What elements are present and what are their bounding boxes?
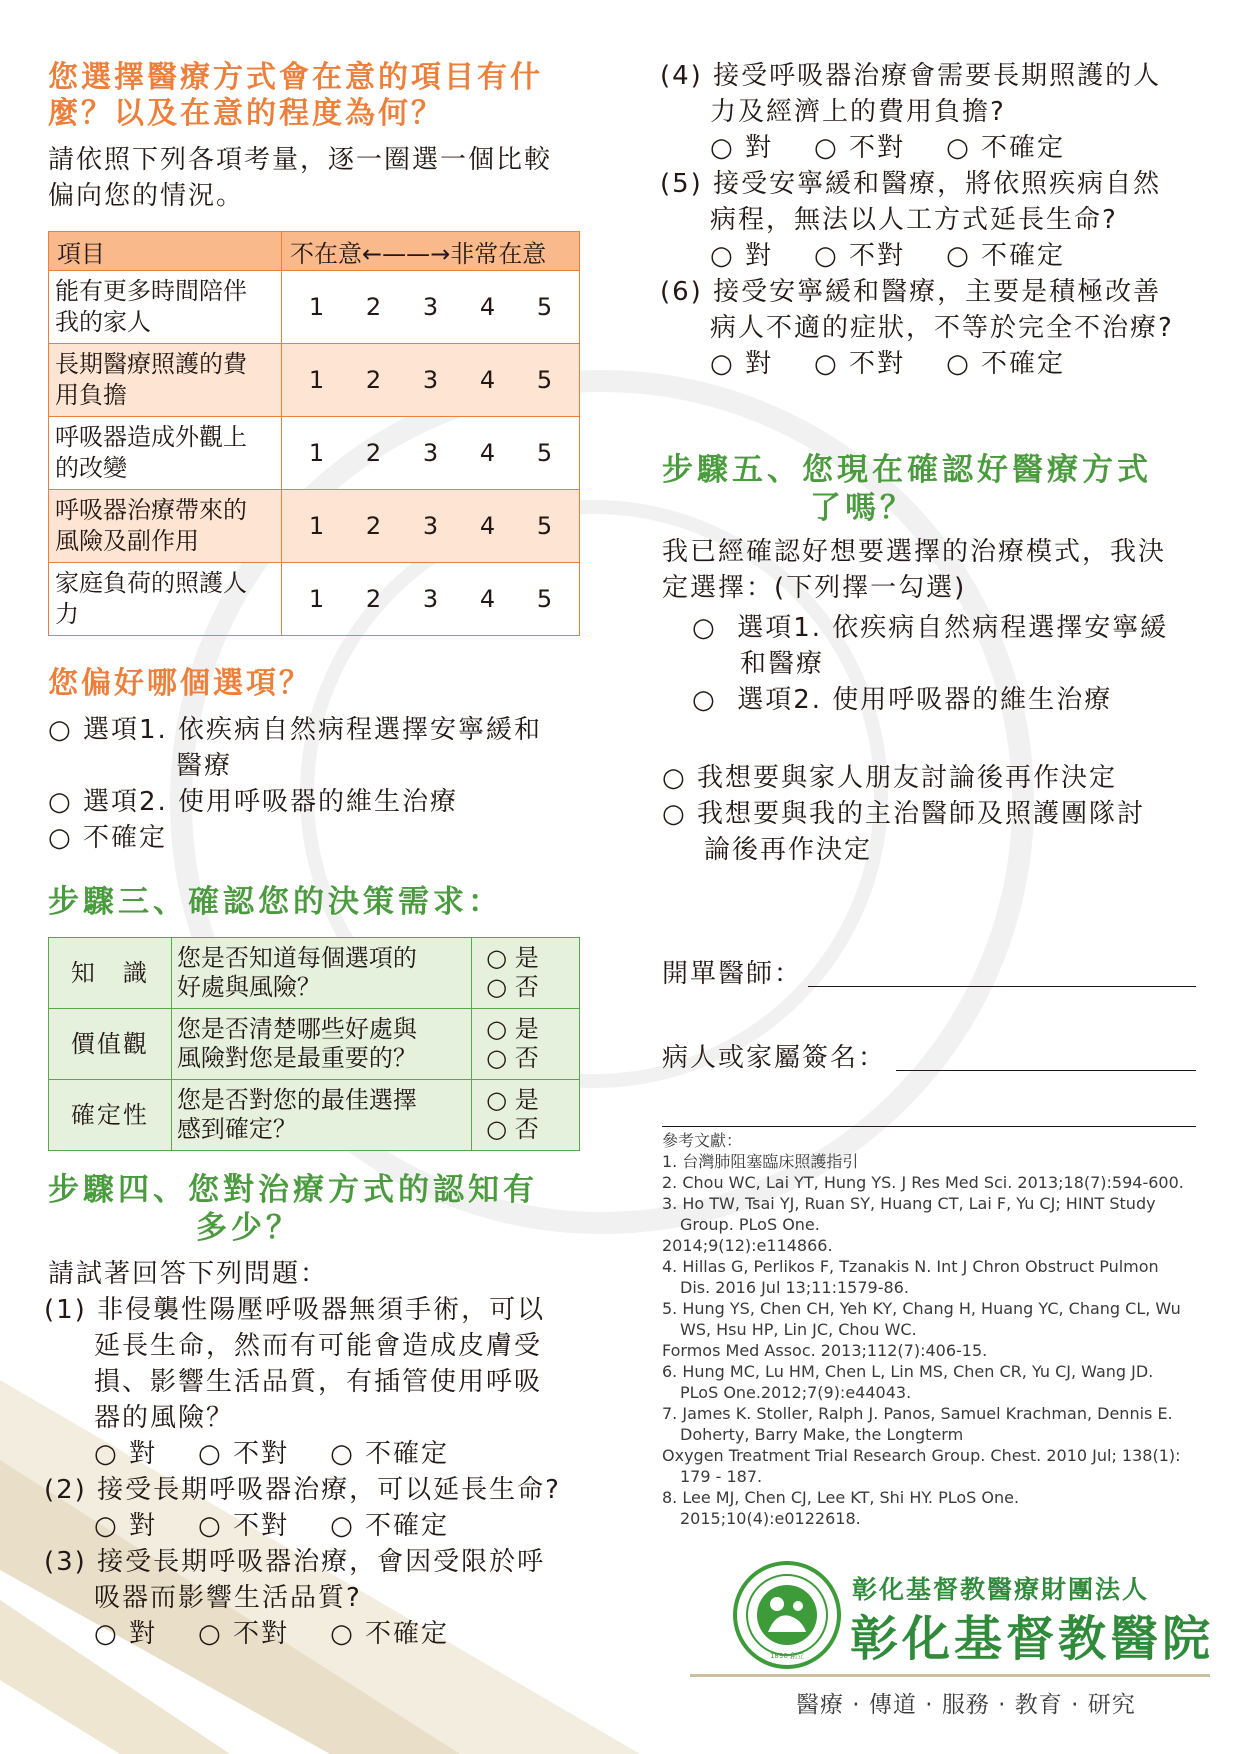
scale-3[interactable]: 3 bbox=[422, 512, 439, 540]
answer-options-q4 bbox=[660, 130, 1200, 166]
choice-option-2[interactable]: ○ 選項2. 使用呼吸器的維生治療 bbox=[48, 787, 459, 817]
table-row: 價值觀 您是否清楚哪些好處與 風險對您是最重要的？ ○ 是 ○ 否 bbox=[49, 1009, 580, 1080]
choice-option-3[interactable]: ○ 不確定 bbox=[48, 823, 167, 853]
scale-5[interactable]: 5 bbox=[536, 439, 553, 467]
importance-table bbox=[48, 231, 580, 636]
references: 參考文獻： 1. 台灣肺阻塞臨床照護指引 2. Chou WC, Lai YT, Hung YS. J Res Med Sci. 2013;18(7):594-600. 3. Ho TW, Tsai YJ, Ruan SY, Huang CT, Lai F, Yu CJ; HINT Study Group. PLoS One. 2014;9(12):e114866. 4. Hillas G, Perlikos F, Tzanakis N. Int J Chron Obstruct Pulmon Dis. 2016 Jul 13;11:1579-86. 5. Hung YS, Chen CH, Yeh KY, Chang H, Huang YC, Chang CL, Wu WS, Hsu HP, Lin JC, Chou WC. Formos Med Assoc. 2013;112(7):406-15. 6. Hung MC, Lu HM, Chen L, Lin MS, Chen CR, Yu CJ, Wang JD. PLoS One.2012;7(9):e44043. 7. James K. Stoller, Ralph J. Panos, Samuel Krachman, Dennis E. Doherty, Barry Make, the Longterm Oxygen Treatment Trial Research Group. Chest. 2010 Jul; 138(1): 179 - 187. 8. Lee MJ, Chen CJ, Lee KT, Shi HY. PLoS One. 2015;10(4):e0122618. bbox=[662, 1131, 1184, 1528]
hospital-logo-icon bbox=[732, 1560, 842, 1670]
table-row: 呼吸器治療帶來的 風險及副作用 1 2 3 4 5 bbox=[49, 490, 580, 563]
scale-3[interactable]: 3 bbox=[422, 439, 439, 467]
answer-wrong[interactable]: ○ 不對 bbox=[814, 349, 905, 379]
signature-label: 病人或家屬簽名： bbox=[662, 1043, 887, 1073]
radio-icon: ○ bbox=[48, 787, 73, 817]
step5-heading: 步驟五、您現在確認好醫療方式 了嗎？ bbox=[662, 452, 1152, 526]
radio-icon: ○ bbox=[662, 799, 687, 829]
scale-5[interactable]: 5 bbox=[536, 585, 553, 613]
answer-unsure[interactable]: ○ 不確定 bbox=[330, 1511, 450, 1541]
table-row: 知 識 您是否知道每個選項的 好處與風險？ ○ 是 ○ 否 bbox=[49, 938, 580, 1009]
preference-intro: 請依照下列各項考量，逐一圈選一個比較 偏向您的情況。 bbox=[48, 145, 553, 211]
answer-wrong[interactable]: ○ 不對 bbox=[198, 1439, 289, 1469]
motto: 醫療 · 傳道 · 服務 · 教育 · 研究 bbox=[796, 1692, 1136, 1718]
col-scale: 不在意←——→非常在意 bbox=[282, 232, 580, 271]
table-row: 確定性 您是否對您的最佳選擇 感到確定？ ○ 是 ○ 否 bbox=[49, 1080, 580, 1151]
yes-option[interactable]: ○ 是 bbox=[486, 1086, 539, 1114]
step4-heading: 步驟四、您對治療方式的認知有 多少？ bbox=[48, 1172, 538, 1246]
no-option[interactable]: ○ 否 bbox=[486, 1115, 539, 1143]
table-row: 家庭負荷的照護人 力 1 2 3 4 5 bbox=[49, 563, 580, 636]
answer-right[interactable]: ○ 對 bbox=[94, 1511, 157, 1541]
answer-right[interactable]: ○ 對 bbox=[94, 1439, 157, 1469]
discuss-options: ○ 我想要與家人朋友討論後再作決定 ○ 我想要與我的主治醫師及照護團隊討 論後再作決定 bbox=[662, 760, 1202, 868]
table-row: 長期醫療照護的費 用負擔 1 2 3 4 5 bbox=[49, 344, 580, 417]
yes-option[interactable]: ○ 是 bbox=[486, 944, 539, 972]
answer-options-q5 bbox=[660, 238, 1200, 274]
answer-options-q3 bbox=[44, 1616, 592, 1652]
questions-4-6: (4) 接受呼吸器治療會需要長期照護的人 力及經濟上的費用負擔? ○ 對 ○ 不對 ○ 不確定 (5) 接受安寧緩和醫療，將依照疾病自然 病程，無法以人工方式延長生命? ○ 對 ○ 不對 ○ 不確定 (6) 接受安寧緩和醫療，主要是積極改善 病人不適的症狀，不等於完全不治療? ○ 對 ○ 不對 ○ 不確定 bbox=[660, 58, 1200, 382]
step3-heading: 步驟三、確認您的決策需求： bbox=[48, 884, 503, 920]
choice-list: ○ 選項1. 依疾病自然病程選擇安寧緩和 醫療 ○ 選項2. 使用呼吸器的維生治療 ○ 不確定 bbox=[48, 712, 588, 856]
scale-3[interactable]: 3 bbox=[422, 293, 439, 321]
answer-unsure[interactable]: ○ 不確定 bbox=[946, 241, 1066, 271]
choice-heading: 您偏好哪個選項？ bbox=[48, 666, 312, 701]
radio-icon: ○ bbox=[48, 823, 73, 853]
step5-options: ○ 選項1. 依疾病自然病程選擇安寧緩 和醫療 ○ 選項2. 使用呼吸器的維生治療 bbox=[692, 610, 1202, 718]
answer-unsure[interactable]: ○ 不確定 bbox=[946, 349, 1066, 379]
no-option[interactable]: ○ 否 bbox=[486, 1044, 539, 1072]
scale-3[interactable]: 3 bbox=[422, 585, 439, 613]
answer-right[interactable]: ○ 對 bbox=[710, 241, 773, 271]
scale-4[interactable]: 4 bbox=[479, 585, 496, 613]
answer-right[interactable]: ○ 對 bbox=[94, 1619, 157, 1649]
doctor-signature-line[interactable] bbox=[808, 986, 1196, 987]
scale-1[interactable]: 1 bbox=[308, 366, 325, 394]
scale-2[interactable]: 2 bbox=[365, 366, 382, 394]
answer-options-q2 bbox=[44, 1508, 592, 1544]
answer-options-q1 bbox=[44, 1436, 592, 1472]
discuss-option-2[interactable]: ○ 我想要與我的主治醫師及照護團隊討 bbox=[662, 799, 1145, 829]
answer-unsure[interactable]: ○ 不確定 bbox=[946, 133, 1066, 163]
scale-2[interactable]: 2 bbox=[365, 585, 382, 613]
scale-4[interactable]: 4 bbox=[479, 512, 496, 540]
radio-icon: ○ bbox=[662, 763, 687, 793]
yes-option[interactable]: ○ 是 bbox=[486, 1015, 539, 1043]
scale-5[interactable]: 5 bbox=[536, 366, 553, 394]
answer-right[interactable]: ○ 對 bbox=[710, 133, 773, 163]
hospital-name: 彰化基督教醫院 bbox=[850, 1611, 1215, 1667]
scale-3[interactable]: 3 bbox=[422, 366, 439, 394]
answer-unsure[interactable]: ○ 不確定 bbox=[330, 1439, 450, 1469]
answer-options-q6 bbox=[660, 346, 1200, 382]
scale-2[interactable]: 2 bbox=[365, 512, 382, 540]
step4-intro: 請試著回答下列問題： bbox=[48, 1259, 329, 1289]
step5-option-1[interactable]: ○ 選項1. 依疾病自然病程選擇安寧緩 bbox=[692, 613, 1169, 643]
col-item: 項目 bbox=[49, 232, 282, 271]
answer-wrong[interactable]: ○ 不對 bbox=[814, 241, 905, 271]
answer-unsure[interactable]: ○ 不確定 bbox=[330, 1619, 450, 1649]
answer-wrong[interactable]: ○ 不對 bbox=[198, 1511, 289, 1541]
answer-wrong[interactable]: ○ 不對 bbox=[814, 133, 905, 163]
table-row: 呼吸器造成外觀上 的改變 1 2 3 4 5 bbox=[49, 417, 580, 490]
scale-2[interactable]: 2 bbox=[365, 439, 382, 467]
scale-2[interactable]: 2 bbox=[365, 293, 382, 321]
decision-table bbox=[48, 937, 580, 1151]
scale-5[interactable]: 5 bbox=[536, 512, 553, 540]
scale-5[interactable]: 5 bbox=[536, 293, 553, 321]
scale-4[interactable]: 4 bbox=[479, 366, 496, 394]
radio-icon: ○ bbox=[692, 685, 717, 715]
step5-option-2[interactable]: ○ 選項2. 使用呼吸器的維生治療 bbox=[692, 685, 1113, 715]
answer-wrong[interactable]: ○ 不對 bbox=[198, 1619, 289, 1649]
question-1: (1) 非侵襲性陽壓呼吸器無須手術，可以 延長生命，然而有可能會造成皮膚受 損、影響生活品質，有插管使用呼吸 器的風險？ ○ 對 ○ 不對 ○ 不確定 (2) 接受長期呼吸器治療，可以延長生命? ○ 對 ○ 不對 ○ 不確定 (3) 接受長期呼吸器治療，會因受限於呼 吸器而影響生活品質? ○ 對 ○ 不對 ○ 不確定 bbox=[44, 1292, 592, 1652]
step5-intro: 我已經確認好想要選擇的治療模式，我決 定選擇：(下列擇一勾選) bbox=[662, 537, 1167, 603]
preference-heading: 您選擇醫療方式會在意的項目有什 麼？以及在意的程度為何？ bbox=[48, 60, 543, 131]
patient-signature-line[interactable] bbox=[896, 1070, 1196, 1071]
no-option[interactable]: ○ 否 bbox=[486, 973, 539, 1001]
answer-right[interactable]: ○ 對 bbox=[710, 349, 773, 379]
radio-icon: ○ bbox=[692, 613, 717, 643]
discuss-option-1[interactable]: ○ 我想要與家人朋友討論後再作決定 bbox=[662, 763, 1117, 793]
org-name: 彰化基督教醫療財團法人 bbox=[852, 1575, 1150, 1604]
choice-option-1[interactable]: ○ 選項1. 依疾病自然病程選擇安寧緩和 bbox=[48, 715, 543, 745]
table-row: 能有更多時間陪伴 我的家人 1 2 3 4 5 bbox=[49, 271, 580, 344]
scale-4[interactable]: 4 bbox=[479, 439, 496, 467]
references-divider bbox=[662, 1126, 1196, 1127]
scale-1[interactable]: 1 bbox=[308, 439, 325, 467]
scale-1[interactable]: 1 bbox=[308, 293, 325, 321]
footer-divider bbox=[690, 1674, 1210, 1677]
doctor-label: 開單醫師： bbox=[662, 959, 803, 989]
scale-1[interactable]: 1 bbox=[308, 585, 325, 613]
scale-4[interactable]: 4 bbox=[479, 293, 496, 321]
scale-1[interactable]: 1 bbox=[308, 512, 325, 540]
svg-text:1896 創立: 1896 創立 bbox=[769, 1652, 805, 1660]
radio-icon: ○ bbox=[48, 715, 73, 745]
